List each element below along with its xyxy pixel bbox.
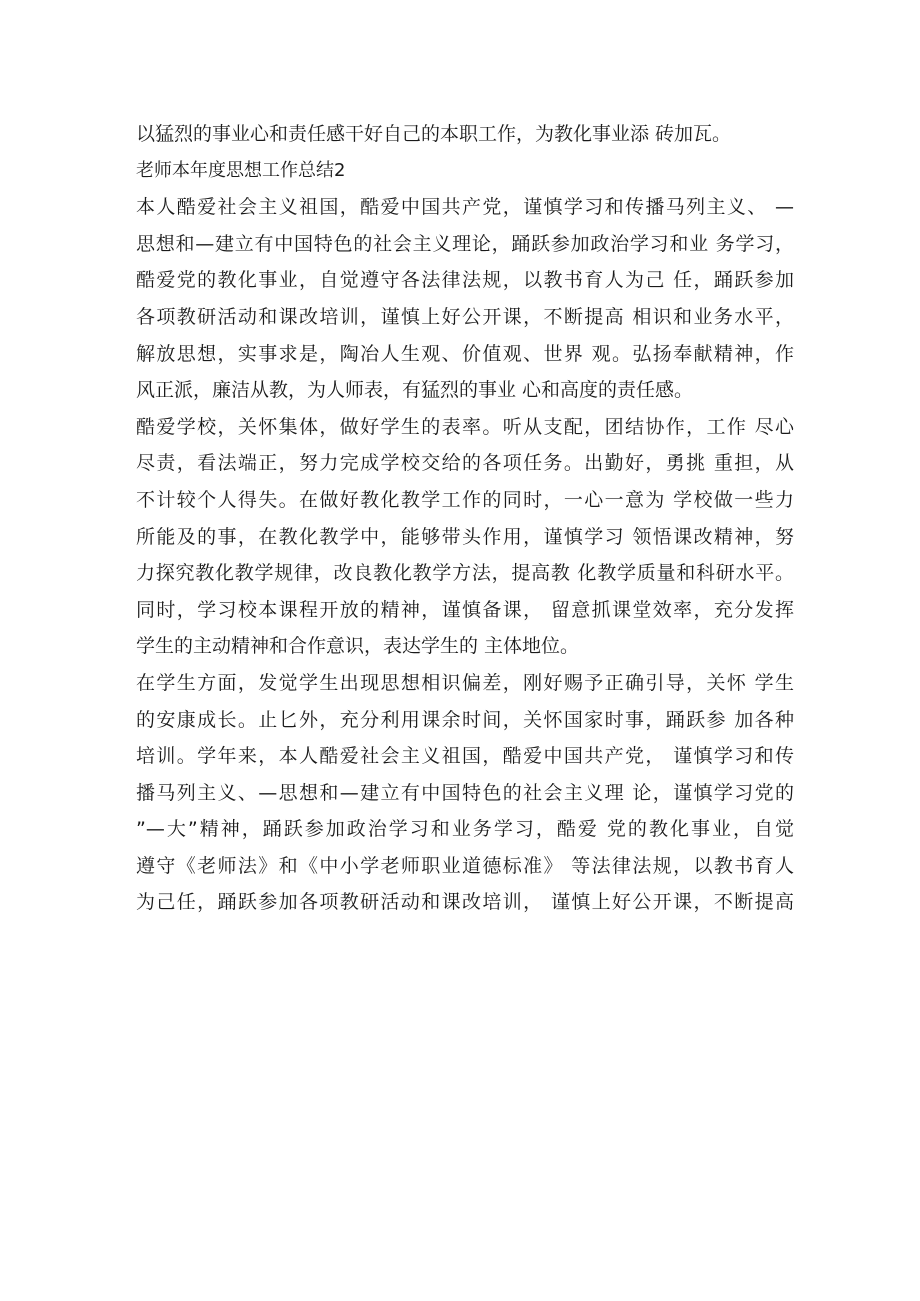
text-line: 风正派，廉洁从教，为人师表，有猛烈的事业 心和高度的责任感。 <box>136 379 694 402</box>
text-line: 解放思想，实事求是，陶冶人生观、价值观、世界 观。弘扬奉献精神，作 <box>136 342 794 365</box>
text-line: 思想和—建立有中国特色的社会主义理论，踊跃参加政治学习和业 务学习， <box>136 232 794 255</box>
text-line: 同时，学习校本课程开放的精神，谨慎备课， 留意抓课堂效率，充分发挥 <box>136 598 794 621</box>
text-line: 酷爱学校，关怀集体，做好学生的表率。听从支配，团结协作，工作 尽心 <box>136 415 794 438</box>
text-line: 播马列主义、—思想和—建立有中国特色的社会主义理 论，谨慎学习党的 <box>136 781 794 804</box>
text-line: 本人酷爱社会主义祖国，酷爱中国共产党，谨慎学习和传播马列主义、 — <box>136 196 794 219</box>
text-line: 学生的主动精神和合作意识，表达学生的 主体地位。 <box>136 635 580 658</box>
text-line: 各项教研活动和课改培训，谨慎上好公开课，不断提高 相识和业务水平， <box>136 305 794 328</box>
text-line: 以猛烈的事业心和责任感干好自己的本职工作，为教化事业添 砖加瓦。 <box>136 123 732 145</box>
text-line: ”—大”精神，踊跃参加政治学习和业务学习，酷爱 党的教化事业，自觉 <box>136 818 794 841</box>
text-line: 不计较个人得失。在做好教化教学工作的同时，一心一意为 学校做一些力 <box>136 488 794 511</box>
text-line: 培训。学年来，本人酷爱社会主义祖国，酷爱中国共产党， 谨慎学习和传 <box>136 745 794 768</box>
text-line: 尽责，看法端正，努力完成学校交给的各项任务。出勤好，勇挑 重担，从 <box>136 452 794 475</box>
document-body <box>136 116 794 921</box>
text-line: 所能及的事，在教化教学中，能够带头作用，谨慎学习 领悟课改精神，努 <box>136 525 794 548</box>
text-line: 遵守《老师法》和《中小学老师职业道德标准》 等法律法规，以教书育人 <box>136 854 794 877</box>
section-heading: 老师本年度思想工作总结2 <box>136 159 346 181</box>
text-line: 为己任，踊跃参加各项教研活动和课改培训， 谨慎上好公开课，不断提高 <box>136 891 794 914</box>
text-line: 的安康成长。止匕外，充分利用课余时间，关怀国家时事，踊跃参 加各种 <box>136 708 794 731</box>
text-line: 酷爱党的教化事业，自觉遵守各法律法规，以教书育人为己 任，踊跃参加 <box>136 269 794 292</box>
text-line: 力探究教化教学规律，改良教化教学方法，提高教 化教学质量和科研水平。 <box>136 562 794 585</box>
text-line: 在学生方面，发觉学生出现思想相识偏差，刚好赐予正确引导，关怀 学生 <box>136 671 794 694</box>
